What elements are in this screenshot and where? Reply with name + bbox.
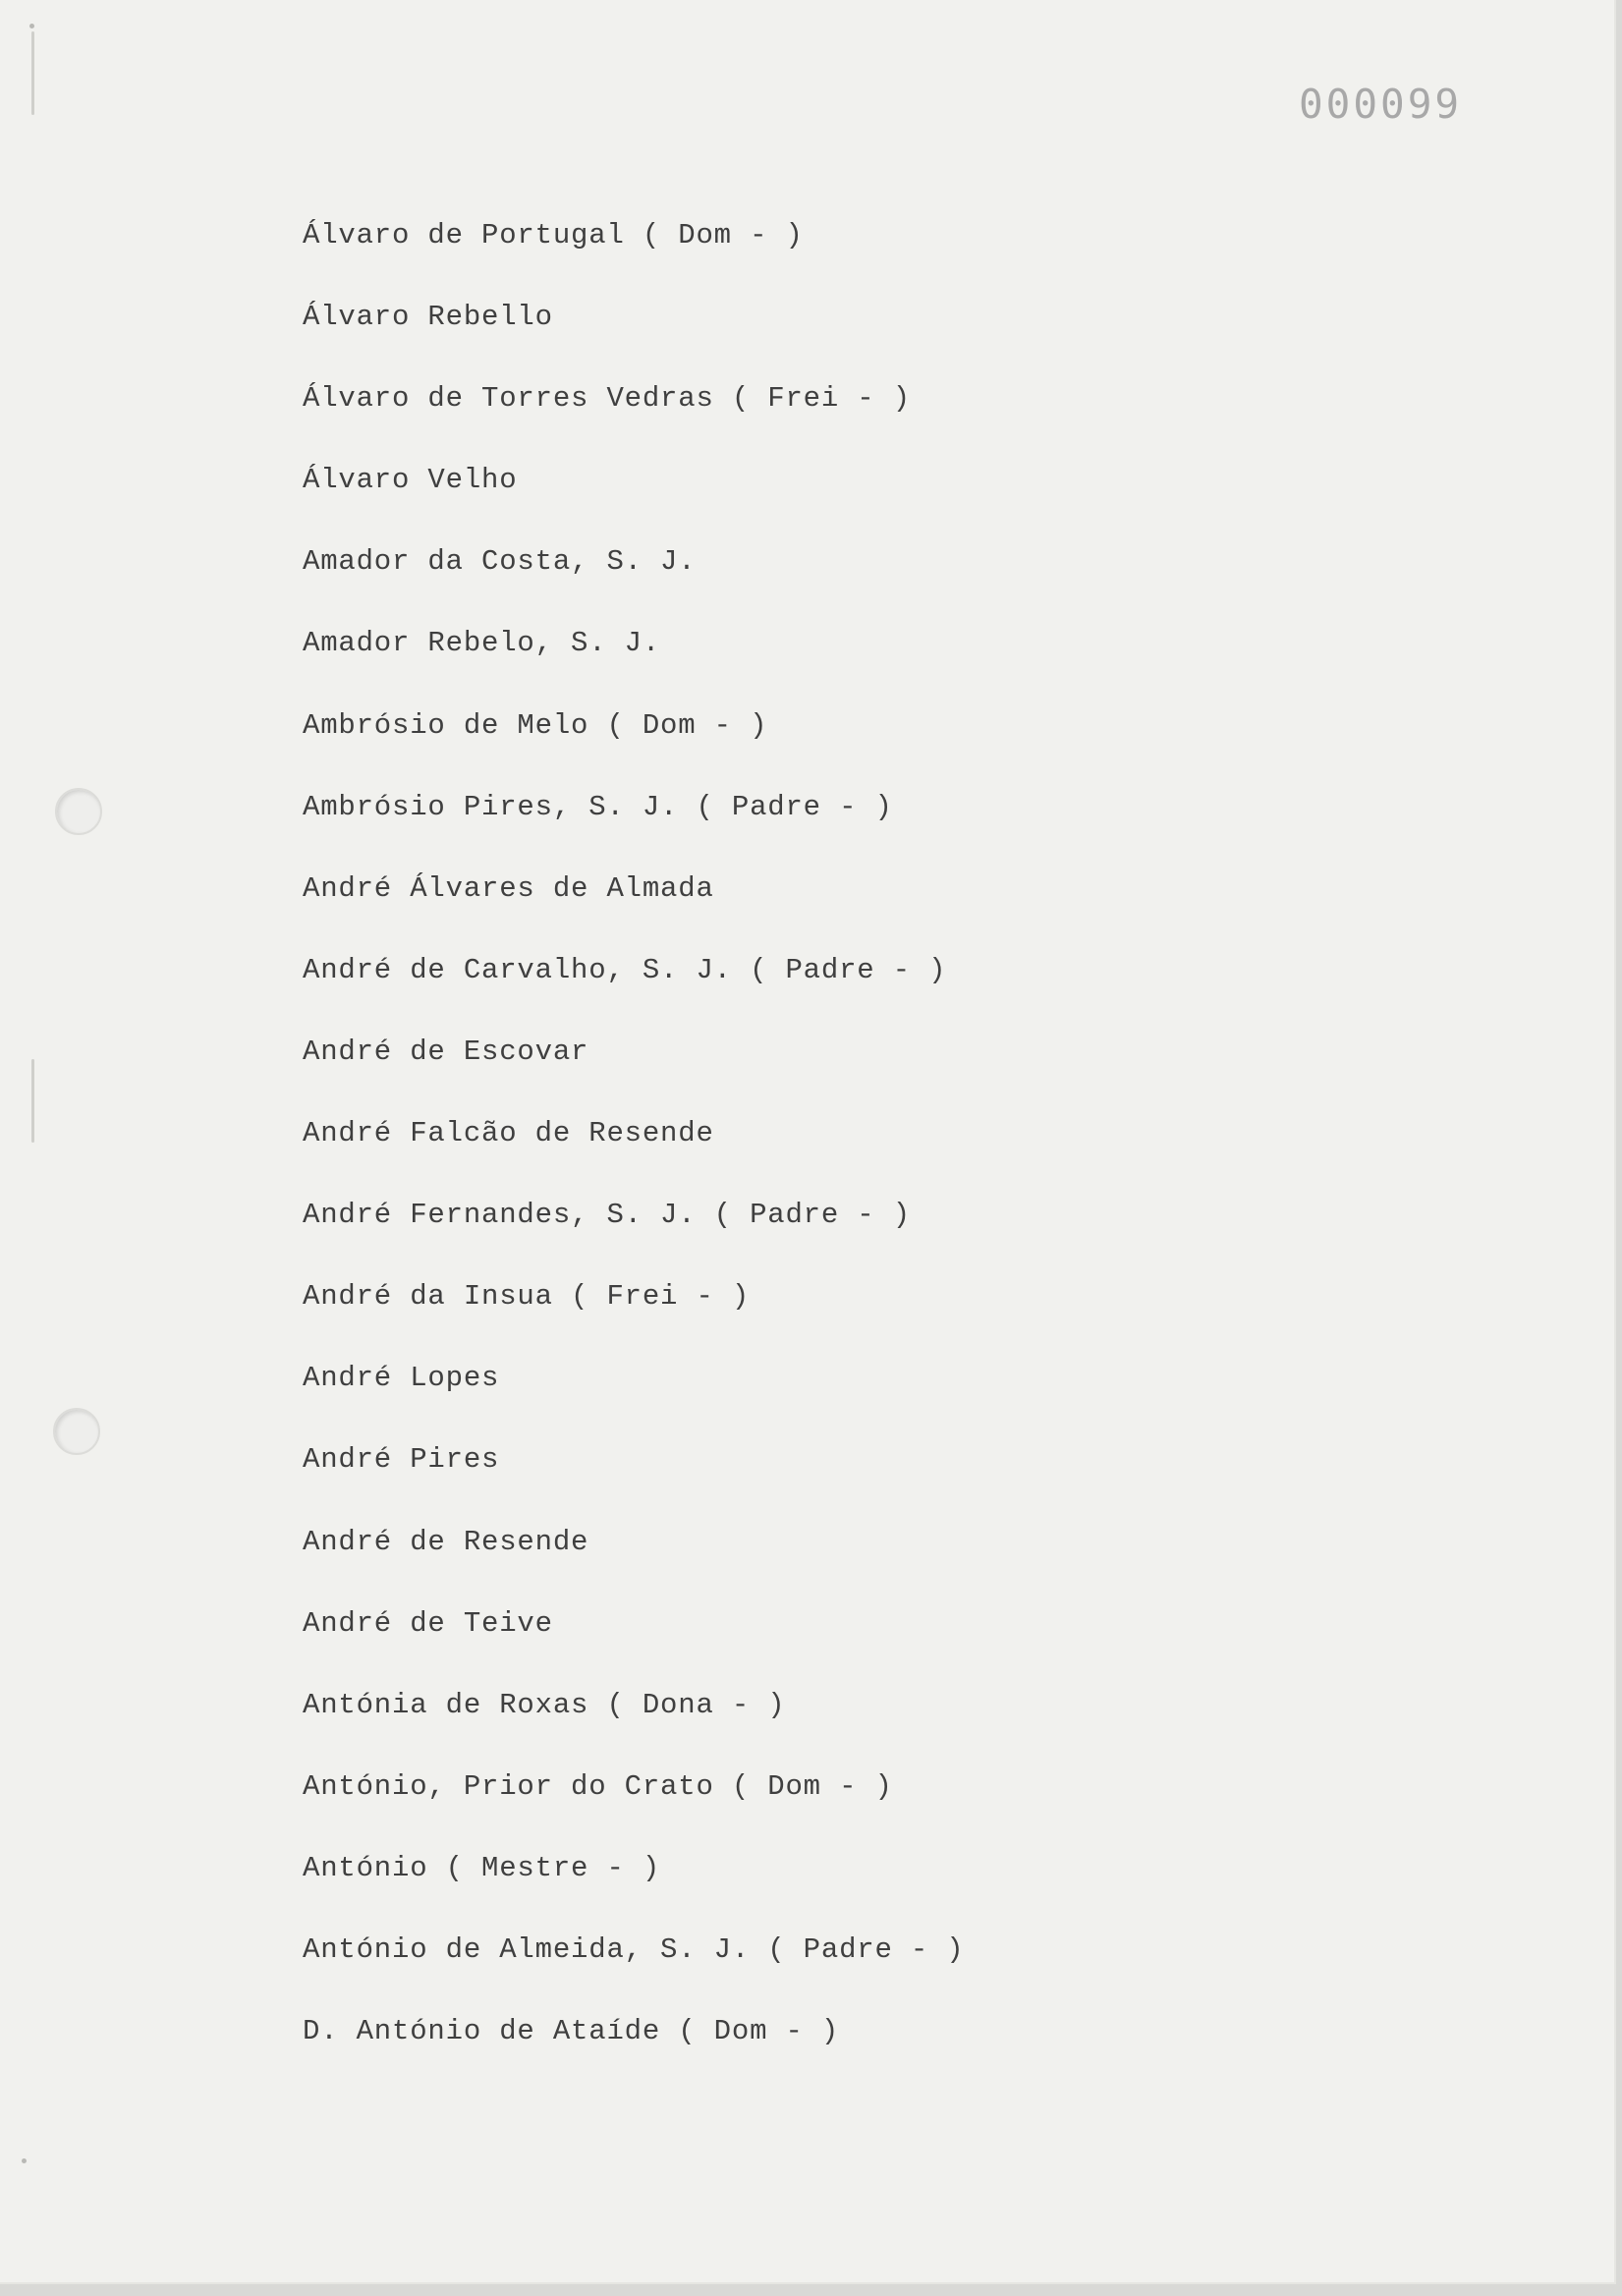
list-item: André Pires — [303, 1443, 500, 1477]
list-item: André Fernandes, S. J. ( Padre - ) — [303, 1199, 911, 1232]
list-item: André Lopes — [303, 1362, 500, 1395]
list-item: Amador Rebelo, S. J. — [303, 627, 661, 660]
list-item: António, Prior do Crato ( Dom - ) — [303, 1769, 893, 1803]
list-item: André da Insua ( Frei - ) — [303, 1280, 751, 1314]
list-item: Álvaro de Torres Vedras ( Frei - ) — [303, 382, 911, 416]
list-item: Ambrósio de Melo ( Dom - ) — [303, 708, 768, 742]
list-item: André de Teive — [303, 1606, 553, 1640]
name-list — [303, 210, 965, 2088]
list-item: Álvaro Rebello — [303, 301, 553, 334]
punch-hole — [53, 1408, 100, 1455]
list-item: António de Almeida, S. J. ( Padre - ) — [303, 1932, 965, 1966]
list-item: António ( Mestre - ) — [303, 1851, 661, 1884]
list-item: Álvaro de Portugal ( Dom - ) — [303, 219, 804, 252]
list-item: André de Carvalho, S. J. ( Padre - ) — [303, 953, 947, 986]
paper-edge-mark — [31, 1059, 34, 1143]
list-item: Ambrósio Pires, S. J. ( Padre - ) — [303, 790, 893, 823]
list-item: André Falcão de Resende — [303, 1117, 714, 1150]
list-item: Amador da Costa, S. J. — [303, 545, 697, 579]
list-item: André de Escovar — [303, 1035, 589, 1068]
paper-speck — [22, 2158, 27, 2163]
list-item: André de Resende — [303, 1525, 589, 1558]
list-item: D. António de Ataíde ( Dom - ) — [303, 2015, 840, 2048]
paper-edge-mark — [31, 31, 34, 115]
list-item: André Álvares de Almada — [303, 871, 714, 905]
list-item: Antónia de Roxas ( Dona - ) — [303, 1688, 786, 1721]
paper-speck — [29, 24, 34, 28]
list-item: Álvaro Velho — [303, 464, 518, 497]
page-number: 000099 — [1299, 81, 1463, 128]
punch-hole — [55, 788, 102, 835]
